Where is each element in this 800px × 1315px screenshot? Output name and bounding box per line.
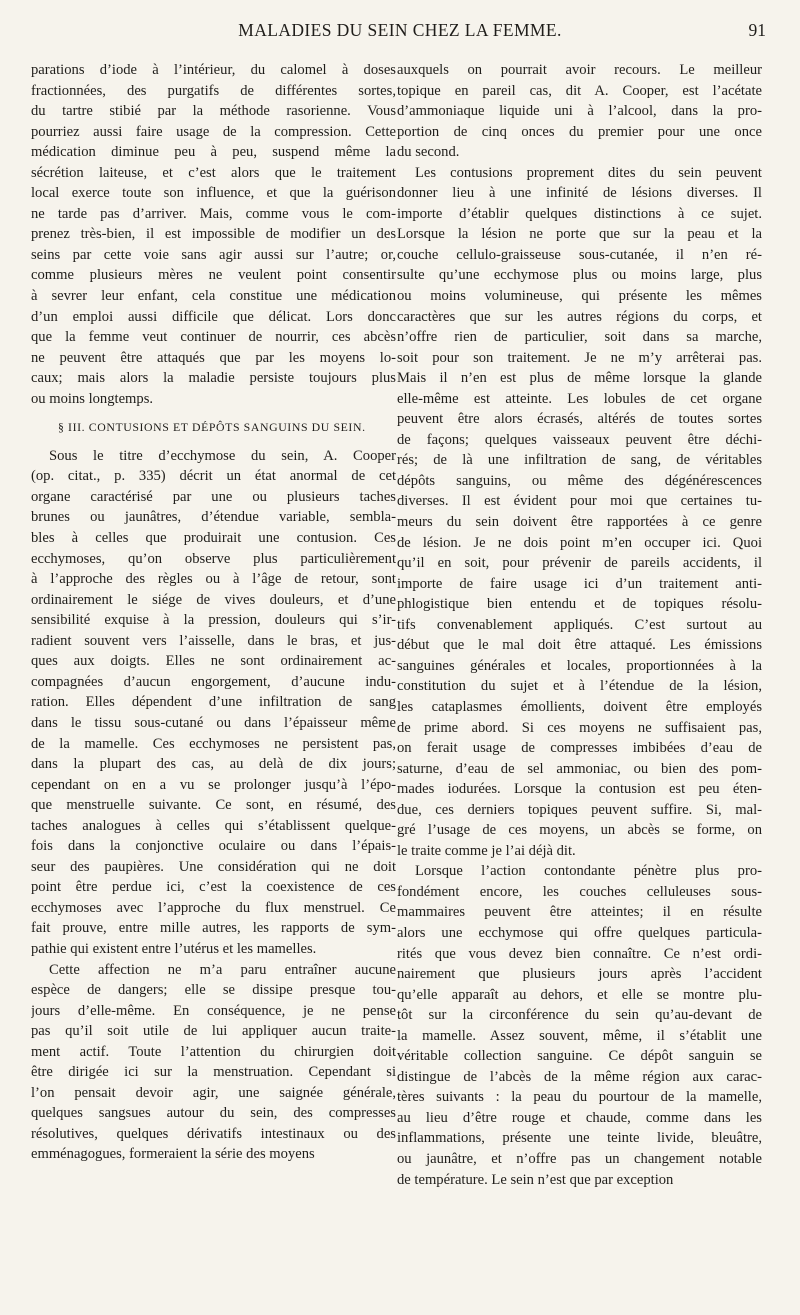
text-line: seur des paupières. Une considération qui ne doit: [31, 858, 396, 875]
text-line: taches analogues à celles qui s’établissent quelque-: [31, 817, 396, 834]
text-line: pas qu’il soit utile de lui appliquer aucun traite-: [31, 1023, 396, 1040]
text-line: rés; de là une infiltration de sang, de véritables: [397, 452, 762, 469]
text-line: d’un emploi aussi difficile que délicat. Lors donc: [31, 308, 396, 325]
text-line: du second.: [397, 144, 460, 161]
paragraph-gap: [31, 438, 396, 446]
text-line: distingue de l’abcès de la même région aux carac-: [397, 1068, 762, 1085]
text-line: médication diminue peu à peu, suspend même la: [31, 144, 396, 161]
text-line: rités que vous devez bien connaître. Ce n’est ordi-: [397, 945, 762, 962]
text-line: dans le tissu sous-cutané ou dans l’épaisseur même: [31, 714, 396, 731]
text-line: fondément encore, les couches celluleuses sous-: [397, 883, 762, 900]
text-line: Les contusions proprement dites du sein peuvent: [415, 164, 762, 181]
text-line: au lieu d’être rouge et chaude, comme dans les: [397, 1109, 762, 1126]
text-line: soit pour son traitement. Je ne m’y arrêterai pas.: [397, 349, 762, 366]
text-line: Lorsque la lésion ne porte que sur la peau et la: [397, 226, 762, 243]
text-line: inflammations, présente une teinte livide, bleuâtre,: [397, 1130, 762, 1147]
text-line: sensibilité exquise à la pression, douleurs qui s’ir-: [31, 612, 396, 629]
text-line: résolutives, quelques dérivatifs intestinaux ou des: [31, 1125, 396, 1142]
text-line: organe caractérisé par une ou plusieurs taches: [31, 488, 396, 505]
text-line: jours d’elle-même. En conséquence, je ne pense: [31, 1002, 396, 1019]
text-line: emménagogues, formeraient la série des moyens: [31, 1146, 315, 1163]
text-line: couche cellulo-graisseuse sous-cutanée, il n’en ré-: [397, 246, 762, 263]
running-title: MALADIES DU SEIN CHEZ LA FEMME.: [238, 20, 562, 40]
text-line: seins par cette voie sans agir aussi sur l’autre; or,: [31, 246, 396, 263]
text-line: tifs convenablement appliqués. C’est surtout au: [397, 616, 762, 633]
text-line: local exerce toute son influence, et que la guérison: [31, 185, 396, 202]
text-line: fois dans la conjonctive oculaire ou dans l’épais-: [31, 838, 396, 855]
text-line: ne tarde pas d’arriver. Mais, comme vous le com-: [31, 205, 396, 222]
text-line: quelques sangsues autour du sein, des compresses: [31, 1105, 396, 1122]
text-line: nairement que plusieurs jours après l’accident: [397, 966, 762, 983]
text-line: ration. Elles dépendent d’une infiltration de sang: [31, 694, 396, 711]
text-line: l’on pensait devoir agir, une saignée générale,: [31, 1084, 396, 1101]
text-line: ques aux doigts. Elles ne sont ordinairement ac-: [31, 653, 396, 670]
text-line: qu’elle apparaît au dehors, et elle se montre plu-: [397, 986, 762, 1003]
text-line: on ferait usage de compresses imbibées d’eau de: [397, 740, 762, 757]
text-line: Cette affection ne m’a paru entraîner aucune: [49, 961, 396, 978]
text-line: ne peuvent être attaqués que par les moyens lo-: [31, 349, 396, 366]
text-line: caux; mais alors la maladie persiste toujours plus: [31, 370, 396, 387]
text-line: caractères que sur les autres régions du corps, et: [397, 308, 762, 325]
text-line: n’offre rien de particulier, soit dans sa marche,: [397, 329, 762, 346]
text-line: prenez très-bien, il est impossible de modifier un des: [31, 226, 396, 243]
text-line: donner lieu à une infinité de lésions diverses. Il: [397, 185, 762, 202]
text-line: ordinairement le siége de vives douleurs, et d’une: [31, 591, 396, 608]
text-line: début que le mal doit être attaqué. Les émissions: [397, 637, 762, 654]
text-line: ou moins longtemps.: [31, 390, 154, 407]
text-line: du tartre stibié par la méthode rasorienne. Vous: [31, 103, 396, 120]
page-number: 91: [748, 20, 766, 40]
text-line: (op. citat., p. 335) décrit un état anormal de cet: [31, 468, 396, 485]
text-line: Sous le titre d’ecchymose du sein, A. Cooper: [49, 447, 396, 464]
text-line: constitution du sujet et à l’étendue de la lésion,: [397, 678, 762, 695]
left-column: [31, 60, 396, 1165]
text-line: dépôts sanguins, ou même des dégénérescences: [397, 472, 762, 489]
paragraph-gap: [31, 409, 396, 417]
text-line: fractionnées, des purgatifs de différentes sortes,: [31, 82, 396, 99]
text-line: fait prouve, entre mille autres, les rapports de sym-: [31, 920, 396, 937]
running-head: [0, 20, 800, 46]
text-line: sanguines générales et locales, proportionnées à la: [397, 657, 762, 674]
text-line: ecchymoses avec l’approche du flux menstruel. Ce: [31, 899, 396, 916]
text-line: portion de cinq onces du premier pour une once: [397, 123, 762, 140]
text-line: Lorsque l’action contondante pénètre plus pro-: [415, 863, 762, 880]
text-line: auxquels on pourrait avoir recours. Le meilleur: [397, 62, 762, 78]
text-line: pathie qui existent entre l’utérus et les mamelles.: [31, 940, 317, 957]
text-line: la mamelle. Assez souvent, même, il s’établit une: [397, 1027, 762, 1044]
text-line: mades iodurées. Lorsque la contusion est peu éten-: [397, 781, 762, 798]
text-line: espèce de dangers; elle se dissipe presque tou-: [31, 982, 396, 999]
text-line: ment actif. Toute l’attention du chirurgien doit: [31, 1043, 396, 1060]
right-column: [397, 60, 762, 1190]
text-line: parations d’iode à l’intérieur, du calomel à doses: [31, 62, 396, 78]
text-line: gré l’usage de ces moyens, un abcès se forme, on: [397, 822, 762, 839]
text-line: importe de faire usage ici d’un traitement anti-: [397, 575, 762, 592]
text-line: ou moins volumineuse, qui présente les mêmes: [397, 288, 762, 305]
text-line: tôt sur la circonférence du sein qu’au-devant de: [397, 1007, 762, 1024]
text-line: le traite comme je l’ai déjà dit.: [397, 842, 576, 859]
text-line: brunes ou jaunâtres, d’étendue variable, sembla-: [31, 509, 396, 526]
text-line: de température. Le sein n’est que par exception: [397, 1171, 674, 1188]
text-line: véritable collection sanguine. Ce dépôt sanguin se: [397, 1048, 762, 1065]
text-line: meurs du sein doivent être rapportées à ce genre: [397, 514, 762, 531]
text-line: Mais il n’en est plus de même lorsque la glande: [397, 370, 762, 387]
text-line: importe d’établir quelques distinctions à ce sujet.: [397, 205, 762, 222]
text-line: que la femme veut continuer de nourrir, ces abcès: [31, 329, 396, 346]
text-line: alors une ecchymose qui offre quelques particula-: [397, 924, 762, 941]
text-line: bles à celles que produirait une contusion. Ces: [31, 530, 396, 547]
text-line: de façons; quelques vaisseaux peuvent être déchi-: [397, 431, 762, 448]
text-line: diverses. Il est évident pour moi que certaines tu-: [397, 493, 762, 510]
text-line: sulte qu’une ecchymose plus ou moins large, plus: [397, 267, 762, 284]
text-line: topique en pareil cas, dit A. Cooper, est l’acétate: [397, 82, 762, 99]
text-line: mammaires peuvent être atteintes; il en résulte: [397, 904, 762, 921]
text-line: les cataplasmes émollients, doivent être employés: [397, 698, 762, 715]
text-line: de prime abord. Si ces moyens ne suffisaient pas,: [397, 719, 762, 736]
section-heading: § III. CONTUSIONS ET DÉPÔTS SANGUINS DU SEIN.: [58, 420, 366, 435]
text-line: à l’approche des règles ou à l’âge de retour, sont: [31, 571, 396, 588]
text-line: radient souvent vers l’aisselle, dans le bras, et jus-: [31, 632, 396, 649]
text-line: que menstruelle suivante. Ce sont, en résumé, des: [31, 797, 396, 814]
text-line: d’ammoniaque liquide uni à l’alcool, dans la pro-: [397, 103, 762, 120]
text-line: ou jaunâtre, et n’offre pas un changement notable: [397, 1150, 762, 1167]
text-line: de lésion. Je ne dois point m’en occuper ici. Quoi: [397, 534, 762, 551]
text-line: comme plusieurs mères ne veulent point consentir: [31, 267, 396, 284]
text-line: saturne, d’eau de sel ammoniac, ou bien des pom-: [397, 760, 762, 777]
text-line: compagnées d’aucun engorgement, d’aucune indu-: [31, 673, 396, 690]
text-line: due, ces derniers topiques peuvent suffire. Si, mal-: [397, 801, 762, 818]
text-line: tères suivants : la peau du pourtour de la mamelle,: [397, 1089, 762, 1106]
text-line: ecchymoses, qu’on observe plus particulièrement: [31, 550, 396, 567]
text-line: être dirigée ici sur la menstruation. Cependant si: [31, 1064, 396, 1081]
text-line: cependant on en a vu se prolonger jusqu’à l’épo-: [31, 776, 396, 793]
text-line: qu’il en soit, pour prévenir de pareils accidents, il: [397, 555, 762, 572]
text-line: sécrétion laiteuse, et c’est alors que le traitement: [31, 164, 396, 181]
text-line: point être perdue ici, c’est la coexistence de ces: [31, 879, 396, 896]
text-line: pourriez aussi faire usage de la compression. Cette: [31, 123, 396, 140]
text-line: phlogistique bien entendu et de topiques résolu-: [397, 596, 762, 613]
text-line: elle-même est atteinte. Les lobules de cet organe: [397, 390, 762, 407]
text-line: à sevrer leur enfant, cela constitue une médication: [31, 288, 396, 305]
text-line: dans la plupart des cas, au delà de dix jours;: [31, 756, 396, 773]
text-line: de la mamelle. Ces ecchymoses ne persistent pas,: [31, 735, 396, 752]
text-line: peuvent être alors écrasés, altérés de toutes sortes: [397, 411, 762, 428]
